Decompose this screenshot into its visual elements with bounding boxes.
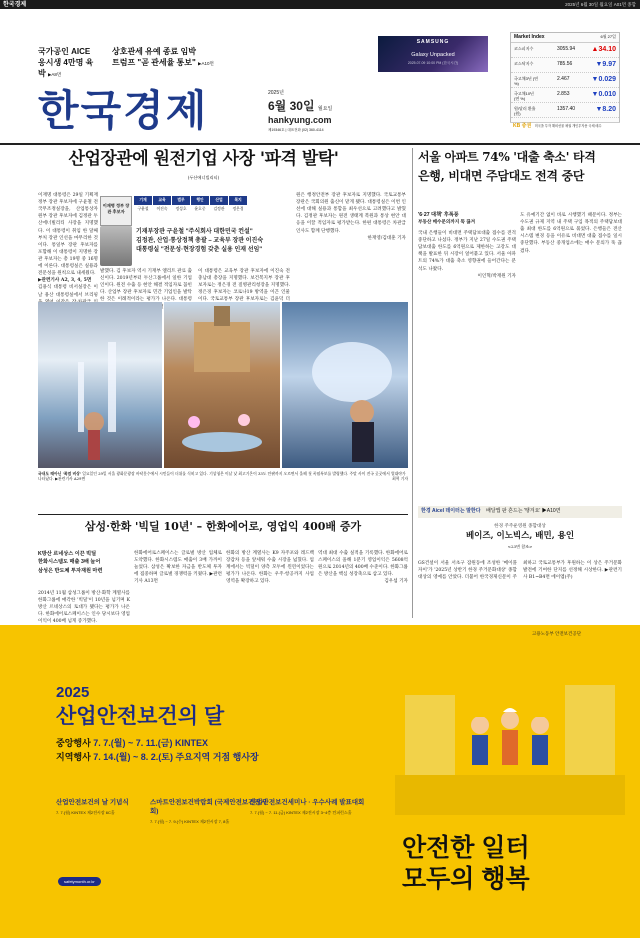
- nominee-post: 기재: [134, 196, 152, 205]
- samsung-date: 2025.07.09 10:00 PM (한국시간): [407, 61, 459, 66]
- top-brand: 한국경제: [3, 2, 27, 8]
- nominee-name: 정은경: [232, 207, 244, 211]
- ad-box-expo: 스마트안전보건박람회 (국제안전보건전시회) 7. 7.(월) ~ 7. 9.(수) KINTEX 제2전시장 7, 8홀: [150, 799, 267, 824]
- main-headline[interactable]: 산업장관에 원전기업 사장 '파격 발탁': [68, 149, 339, 169]
- promo-title: 국가공인 AICE: [38, 47, 91, 56]
- nominee-name: 이진숙: [156, 207, 168, 211]
- market-value: 2.853: [557, 90, 570, 97]
- market-value: 1357.40: [557, 105, 576, 112]
- section2-kickers: K방산 르네상스 이끈 빅딜 한화시스템도 매출 3배 늘어 삼성은 반도체 투자재원 마련: [38, 551, 103, 574]
- nominee-post: 교육: [153, 196, 171, 205]
- kb-logo: KB 증권: [513, 123, 532, 129]
- main-quote: 기재부장관 구윤철 "주식회사 대한민국 컨설" 김정관, 산업·통상정책 총괄 – 교육부 장관 이진숙 대통령실 "전문성·현장경험 갖춘 실용 인재 선임": [136, 229, 264, 253]
- nominee-post: 산업: [210, 196, 228, 205]
- nominee-portrait: [100, 226, 132, 266]
- main-article-col-4: 원은 행정안전부 장관 후보자로 지명했다. 국토교통부 장관은 국회의원 출신이 맡게 됐다. 대통령실은 이번 인선에 대해 실용과 통합을 최우선으로 고려했다고 밝혔다. 김정관 후보자는 원전 생태계 복원과 통상 현안 대응을 이끌 적임자로 평가받는다. 한편 대통령은 차관급 인사도 함께 단행했다. 한재영/김대훈 기자: [296, 193, 406, 241]
- safety-month-ad[interactable]: [0, 625, 640, 938]
- ad-event-regional: 지역행사 7. 14.(월) ~ 8. 2.(토) 주요지역 거점 행사장: [56, 752, 259, 762]
- photo-fountain: [38, 302, 162, 468]
- photo-collage[interactable]: [38, 302, 408, 468]
- samsung-ad[interactable]: [378, 36, 488, 72]
- estate-article: GS건설이 서울 서초구 잠원동에 조성한 '메이플자이'가 '2025년 상반기 한경 주거문화대상' 종합대상의 영예를 안았다. 더불어 한국경제신문이 주최하고 국토교통부가 후원하는 이 상은 주거문화 발전에 기여한 단지를 선정해 시상한다. ▶관련기사 B1~B4면 에이엠(주): [418, 561, 622, 581]
- promo-title2: 응시생 4만명 육박 ▶A8면: [38, 58, 94, 79]
- kb-banner[interactable]: [510, 122, 620, 135]
- column-divider: [412, 148, 413, 618]
- photo-building: [164, 302, 280, 468]
- masthead-meta: 제19346호 | 대표전화 (02) 360-4114: [268, 128, 324, 133]
- section2-col-2: 한화에어로스페이스는 글로벌 방산 업체로 도약했다. 한화시스템도 매출이 3배 가까이 늘었다. 삼성은 확보한 자금을 반도체 투자에 집중하며 글로벌 경쟁력을 키웠다. ▶관련기사 A13면: [134, 551, 222, 585]
- promo-tag: ▶A10면: [198, 61, 214, 67]
- masthead-year: 2025년: [268, 90, 284, 96]
- ad-box-seminar: 산업안전보건세미나 · 우수사례 발표대회 7. 7.(월) ~ 7. 11.(금) KINTEX 제2전시장 3~4층 컨퍼런스홀: [250, 799, 365, 815]
- promo-title: 상호관세 유예 종료 임박: [112, 47, 196, 56]
- section2-rule: [38, 514, 408, 515]
- masthead-logo: 한국경제: [38, 86, 209, 135]
- top-page-info: 2025년 6월 30일 월요일 A01면 종합: [565, 1, 636, 7]
- right-article-col-1: 국내 은행들이 비대면 주택담보대출 접수를 전격 중단하고 나섰다. 정부가 지난 27일 수도권 주택담보대출 한도를 6억원으로 제한하는 고강도 대책을 발표한 뒤 시장이 얼어붙고 있다. 서울 아파트의 74%가 대출 축소 영향권에 들어간다는 분석도 나왔다. 이인혁/박재원 기자: [418, 231, 516, 279]
- section2-col-1: 2014년 11월 삼성그룹이 방산·화학 계열사를 한화그룹에 매각한 '빅딜'이 10년을 넘기며 K방산 르네상스의 토대가 됐다는 평가가 나온다. 한화에어로스페이스는 인수 당시보다 영업이익이 400배 넘게 증가했다.: [38, 591, 130, 625]
- market-row: [511, 43, 619, 58]
- market-change: ▼0.029: [591, 75, 616, 83]
- market-name: 국고채3년 (연 %): [514, 75, 538, 87]
- nominee-name: 김정관: [213, 207, 225, 211]
- market-row: [511, 58, 619, 73]
- market-header: 6월 27일 Market Index: [511, 33, 619, 43]
- photo-caption: 국내도 때아닌 '폭염 비상' 일요일인 29일 서울 광화문광장 바닥분수에서 시민들이 더위를 식히고 있다. 기상청은 이날 낮 최고기온이 33도 안팎까지 오르면서 올해 첫 폭염특보를 발령했다. 주말 사이 전국 곳곳에서 열대야가 나타났다. ▶관련기사 A29면 최혁 기자: [38, 471, 408, 482]
- promo-title2: 트럼프 "곧 관세율 통보" ▶A10면: [112, 58, 214, 68]
- reporter: 한재영/김대훈 기자: [367, 235, 406, 241]
- building-icon: [164, 302, 280, 468]
- masthead-rule: [0, 143, 640, 145]
- nominee-cell: [134, 196, 152, 226]
- market-change: ▲34.10: [591, 45, 616, 53]
- ad-event-central: 중앙행사 7. 7.(월) ~ 7. 11.(금) KINTEX: [56, 738, 208, 748]
- market-change: ▼0.010: [591, 90, 616, 98]
- ad-url-link[interactable]: safetymonth.or.kr: [58, 877, 101, 886]
- main-article-col-1: 이재명 대통령은 29일 기획재정부 장관 후보자에 구윤철 전 국무조정실장을, 산업통상자원부 장관 후보자에 김정관 두산에너빌리티 사장을 지명했다. 이 대통령이 취임 한 달째 부처 장관 인선을 마무리한 것이다. 통일부 장관 후보자를 포함해 이 대통령이 지명한 장관 후보자는 총 19명 중 16명에 이른다. 대통령실은 실용과 전문성을 원칙으로 내세웠다. ▶관련기사 A2, 3, 4, 5면 김용식 대통령 비서실장은 이날 용산 대통령실에서 브리핑: [38, 193, 98, 298]
- related-link[interactable]: ▶관련기사 A2, 3, 4, 5면: [38, 278, 92, 284]
- nominee-post: 행안: [191, 196, 209, 205]
- market-value: 3055.94: [557, 45, 576, 52]
- market-change: ▼9.97: [595, 60, 616, 68]
- nominee-post: 법무: [172, 196, 190, 205]
- nominee-cell: [153, 196, 171, 226]
- market-row: [511, 103, 619, 118]
- fountain-icon: [38, 302, 162, 468]
- market-name: 원/달러 환율(원): [514, 105, 536, 117]
- right-article-col-2: 도 유예기간 없이 바로 시행했기 때문이다. 정부는 수도권 규제 지역 내 주택 구입 목적의 주택담보대출 최대 한도를 6억원으로 묶었다. 은행들은 전산 시스템 변경 등을 이유로 비대면 대출 접수를 일시 중단했다. 부동산 중개업소에는 매수 문의가 뚝 끊겼다.: [520, 213, 622, 254]
- nominee-name: 구윤철: [137, 207, 149, 211]
- nominee-cell: [229, 196, 247, 226]
- masthead-date: [268, 90, 378, 138]
- nominee-cell: [172, 196, 190, 226]
- masthead-day: 6월 30일 월요일: [268, 98, 333, 113]
- right-headline[interactable]: 서울 아파트 74% '대출 축소' 타격 은행, 비대면 주담대도 전격 중단: [418, 150, 596, 184]
- ad-year: 2025: [56, 684, 90, 701]
- promo-aice[interactable]: [38, 46, 96, 79]
- nominee-name: 윤호중: [194, 207, 206, 211]
- photo-splash: [282, 302, 408, 468]
- photo-caption-title: 국내도 때아닌 '폭염 비상': [38, 471, 81, 476]
- section2-col-3: 한화의 방산 계열사는 K9 자주포와 레드백 장갑차 등을 앞세워 수출 시장을 넓혔다. 업계에서는 빅딜이 양측 모두에 윈윈이었다는 평가가 나온다. 한화는 우주·항공까지 사업 영역을 확장하고 있다.: [226, 551, 314, 585]
- right-section: '6·27 대책' 후폭풍 부동산 매수문의까지 뚝 끊겨: [418, 212, 476, 225]
- section2-headline[interactable]: 삼성·한화 '빅딜 10년' – 한화에어로, 영업익 400배 증가: [84, 520, 362, 533]
- samsung-brand: SAMSUNG: [416, 39, 450, 45]
- market-name: 코스피지수: [514, 45, 534, 51]
- nominee-name: 정성호: [175, 207, 187, 211]
- section2-col-4: 역대 최대 수출 실적을 기록했다. 한화에어로스페이스의 올해 1분기 영업이익은 5608억원으로 2014년의 400배 수준이다. 한화그룹은 방산을 핵심 성장축으로 삼고 있다. 김우섭 기자: [318, 551, 408, 585]
- market-row: [511, 73, 619, 88]
- ad-gov-logo: 고용노동부 안전보건공단: [532, 631, 582, 636]
- aicel-banner[interactable]: 한경 Aicel 데이터는 말한다 배달앱 판 흔드는 '땡겨요' ▶A10면: [418, 506, 622, 518]
- nominee-label: 이재명 정부 장관 후보자: [100, 196, 132, 226]
- market-name: 국고채10년 (연 %): [514, 90, 534, 102]
- ad-box-ceremony: 산업안전보건의 날 기념식 7. 7.(월) KINTEX 제2전시장 6C홀: [56, 799, 129, 815]
- top-bar: [0, 0, 640, 9]
- workers-illustration-icon: [395, 665, 625, 815]
- market-index: [510, 32, 620, 134]
- main-byline: (두산에너빌리티): [187, 175, 220, 180]
- nominee-post: 복지: [229, 196, 247, 205]
- promo-tariff[interactable]: [112, 46, 270, 74]
- samsung-event: Galaxy Unpacked: [411, 51, 455, 58]
- ad-slogan: 안전한 일터 모두의 행복: [402, 834, 530, 894]
- estate-award[interactable]: 한경 주주운영원 종합대상 베이즈, 이노빅스, 배민, 용인 <23면 참조>: [465, 524, 575, 549]
- nominee-cell: [210, 196, 228, 226]
- kb-ad-text: 미국을 투자 해외선물 채권 개인투자용 국채 매수: [534, 124, 602, 128]
- nominee-cell: [191, 196, 209, 226]
- main-article-col-3: 이 대통령은 교육부 장관 후보자에 이진숙 전 충남대 총장을 지명했다. 보건복지부 장관 후보자로는 정은경 전 질병관리청장을 지명했다. 정은경 후보자는 코로나19 방역을 이끈 인물이다. 국토교통부 장관 후보자로는 김윤덕 더: [198, 269, 290, 303]
- promo-tag: ▶A8면: [47, 72, 62, 78]
- market-name: 코스닥지수: [514, 60, 534, 66]
- market-change: ▼8.20: [595, 105, 616, 113]
- market-row: [511, 88, 619, 103]
- masthead-site[interactable]: hankyung.com: [268, 114, 332, 125]
- market-value: 2.467: [557, 75, 570, 82]
- splash-icon: [282, 302, 408, 468]
- photo-credit: 최혁 기자: [392, 476, 408, 482]
- market-value: 785.56: [557, 60, 573, 67]
- main-article-col-2: 발했다. 김 후보자 역시 기재부 엘리트 관료 출신이다. 2019년부터 두산그룹에서 일한 기업인이다. 원전 수출 등 현안 해결 적임자로 꼽힌다. 산업부 장관 후보자로 민간 기업인을 발탁한 것은 이례적이라는 평가가 나온다. 대통령: [100, 269, 192, 303]
- ad-title: 산업안전보건의 달: [56, 705, 225, 728]
